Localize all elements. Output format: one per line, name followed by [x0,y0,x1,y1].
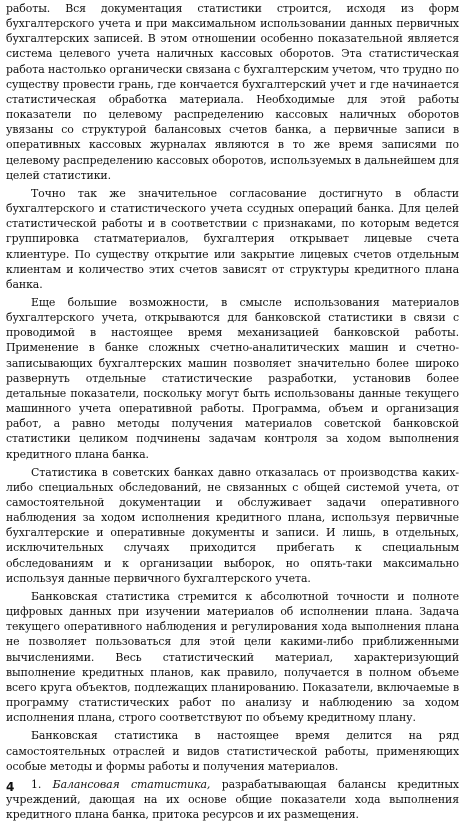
list-item-number: 1. [31,777,42,791]
page-number: 4 [6,780,15,794]
paragraph-5: Банковская статистика стремится к абсолютной точности и полноте цифровых данных при изучении материалов об исполнении плана. Задача текущего оперативного наблюдения и регулирования хода выполнения плана не позволяет пользоваться для этой цели какими-либо приближенными вычислениями. Весь статистический материал, характеризующий выполнение кредитных планов, как правило, получается в полном объеме всего круга объектов, подлежащих планированию. Показатели, включаемые в программу статистических работ по анализу и наблюдению за ходом исполнения плана, строго соответствуют по объему кредитному плану. [6,589,459,725]
paragraph-4: Статистика в советских банках давно отказалась от производства каких-либо специальных обследований, не связанных с общей системой учета, от самостоятельной документации и обслуживает задачи оперативного наблюдения за ходом исполнения кредитного плана, используя первичные бухгалтерские и оперативные документы и записи. И лишь, в отдельных, исключительных случаях приходится прибегать к специальным обследованиям и к организации выборок, но опять-таки максимально используя данные первичного бухгалтерского учета. [6,465,459,585]
list-item-1 [6,777,459,822]
paragraph-2: Точно так же значительное согласование достигнуто в области бухгалтерского и статистического учета ссудных операций банка. Для целей статистической работы и в соответствии с признаками, по которым ведется группировка статматериалов, бухгалтерия открывает лицевые счета клиентуре. По существу открытие или закрытие лицевых счетов отдельным клиентам и количество этих счетов зависят от структуры кредитного плана банка. [6,186,459,291]
paragraph-1: работы. Вся документация статистики строится, исходя из форм бухгалтерского учета и при максимальном использовании данных первичных бухгалтерских записей. В этом отношении особенно показательной является система целевого учета наличных кассовых оборотов. Эта статистическая работа настолько органически связана с бухгалтерским учетом, что трудно по существу провести грань, где кончается бухгалтерский учет и где начинается статистическая обработка материала. Необходимые для этой работы показатели по целевому распределению кассовых наличных оборотов увязаны со структурой балансовых счетов банка, а первичные записи в оперативных кассовых журналах являются в то же время записями по целевому распределению кассовых оборотов, используемых в дальнейшем для целей статистики. [6,2,459,182]
paragraph-6: Банковская статистика в настоящее время делится на ряд самостоятельных отраслей и видов статистической работы, применяющих особые методы и формы работы и получения материалов. [6,729,459,773]
paragraph-3: Еще большие возможности, в смысле использования материалов бухгалтерского учета, открываются для банковской статистики в связи с проводимой в настоящее время механизацией банковской работы. Применение в банке сложных счетно-аналитических машин и счетно-записывающих бухгалтерских машин позволяет значительно более широко развернуть отдельные статистические разработки, установив более детальные показатели, поскольку могут быть использованы данные текущего машинного учета оперативной работы. Программа, объем и организация работ, а равно методы получения материалов советской банковской статистики целиком подчинены задачам контроля за ходом выполнения кредитного плана банка. [6,295,459,461]
list-item-text: разрабатывающая балансы кредитных учреждений, дающая на их основе общие показатели хода выполнения кредитного плана банка, притока ресурсов и их размещения. [6,777,459,822]
list-item-term: Балансовая статистика, [52,777,211,791]
